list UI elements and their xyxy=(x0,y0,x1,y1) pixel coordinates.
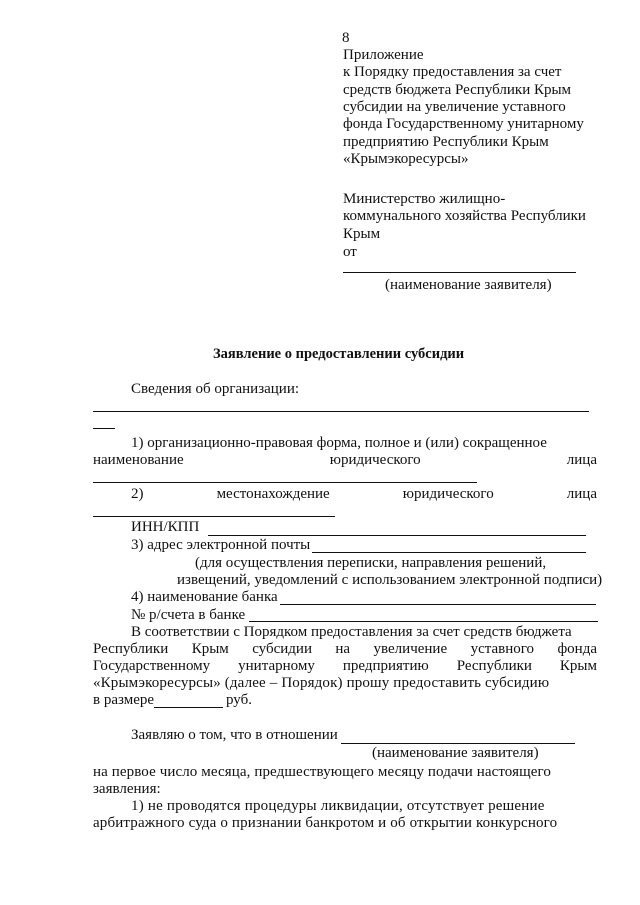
para1-word: уставного xyxy=(470,641,535,657)
para1-line1: В соответствии с Порядком предоставления за счет средств бюджета xyxy=(131,624,572,640)
para1-word: на xyxy=(335,641,351,657)
header-line: субсидии на увеличение уставного xyxy=(343,98,566,115)
bank-label: 4) наименование банка xyxy=(131,589,278,605)
item1-word: юридического xyxy=(329,452,421,468)
email-field[interactable] xyxy=(312,552,586,553)
para2-line2: заявления: xyxy=(93,781,161,797)
para1-line4: «Крымэкоресурсы» (далее – Порядок) прошу предоставить субсидию xyxy=(93,675,550,691)
declare-caption: (наименование заявителя) xyxy=(372,745,539,761)
para1-word: предприятию xyxy=(342,658,429,674)
ministry-line: Министерство жилищно- xyxy=(343,191,506,207)
email-note-1: (для осуществления переписки, направления решений, xyxy=(195,555,547,571)
para1-word: увеличение xyxy=(373,641,448,657)
amount-field[interactable] xyxy=(154,707,223,708)
item1-word: лица xyxy=(566,452,597,468)
item1-word: наименование xyxy=(93,452,184,468)
item1-line2 xyxy=(93,452,597,469)
point1-line2: арбитражного суда о признании банкротом и об открытии конкурсного xyxy=(93,815,558,831)
header-line: предприятию Республики Крым xyxy=(343,133,549,150)
applicant-name-field[interactable] xyxy=(343,272,576,273)
ministry-line: Крым xyxy=(343,225,381,242)
para1-word: Крым xyxy=(191,641,229,657)
declare-applicant-field[interactable] xyxy=(341,743,575,744)
para1-word: Республики xyxy=(456,658,532,674)
header-line: «Крымэкоресурсы» xyxy=(343,150,469,167)
item2-word: 2) xyxy=(131,486,144,502)
item1-line1: 1) организационно-правовая форма, полное и (или) сокращенное xyxy=(131,435,547,451)
header-line: к Порядку предоставления за счет xyxy=(343,64,562,81)
page-number: 8 xyxy=(342,30,350,46)
amount-prefix: в размере xyxy=(93,692,155,708)
inn-label: ИНН/КПП xyxy=(131,519,200,535)
applicant-caption: (наименование заявителя) xyxy=(385,277,552,293)
account-field[interactable] xyxy=(249,621,598,622)
para1-word: фонда xyxy=(557,641,597,657)
header-line: средств бюджета Республики Крым xyxy=(343,81,572,98)
email-label: 3) адрес электронной почты xyxy=(131,537,311,553)
header-line: Приложение xyxy=(343,47,424,63)
para1-word: субсидии xyxy=(252,641,312,657)
legal-form-field[interactable] xyxy=(93,482,477,483)
para1-word: Крым xyxy=(559,658,597,674)
para1-line2 xyxy=(93,641,597,658)
para1-line3 xyxy=(93,658,597,675)
email-note-2: извещений, уведомлений с использованием электронной подписи) xyxy=(177,572,603,588)
bank-field[interactable] xyxy=(280,604,596,605)
inn-field[interactable] xyxy=(208,535,586,536)
point1-line1: 1) не проводятся процедуры ликвидации, отсутствует решение xyxy=(131,798,545,814)
item2-word: местонахождение xyxy=(216,486,330,502)
para1-word: Республики xyxy=(93,641,169,657)
document-title: Заявление о предоставлении субсидии xyxy=(213,346,465,362)
org-info-field[interactable] xyxy=(93,411,589,412)
org-info-field-cont[interactable] xyxy=(93,428,115,429)
org-info-label: Сведения об организации: xyxy=(131,381,300,397)
from-label: от xyxy=(343,244,357,260)
para1-word: унитарному xyxy=(238,658,315,674)
account-label: № р/счета в банке xyxy=(131,607,246,623)
location-field[interactable] xyxy=(93,516,335,517)
amount-suffix: руб. xyxy=(226,692,252,708)
ministry-line: коммунального хозяйства Республики xyxy=(343,208,586,225)
item2-line xyxy=(131,486,597,503)
declare-label: Заявляю о том, что в отношении xyxy=(131,727,338,743)
header-line: фонда Государственному унитарному xyxy=(343,116,584,133)
item2-word: лица xyxy=(566,486,597,502)
para2-line1: на первое число месяца, предшествующего месяцу подачи настоящего xyxy=(93,764,552,780)
para1-word: Государственному xyxy=(93,658,211,674)
item2-word: юридического xyxy=(402,486,494,502)
